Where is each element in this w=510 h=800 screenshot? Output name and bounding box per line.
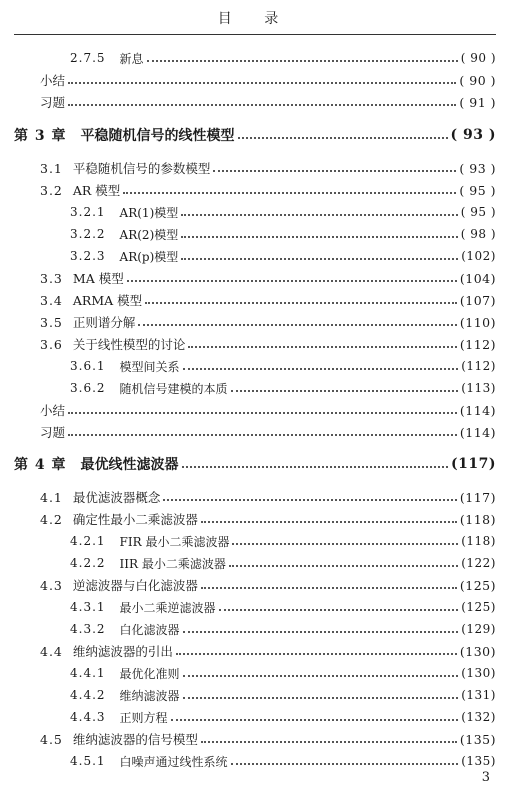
toc-entry-page: (135): [461, 754, 496, 768]
toc-entry-title: 确定性最小二乘滤波器: [72, 512, 198, 527]
toc-entry: [40, 267, 496, 289]
toc-leader-dots: [138, 312, 456, 326]
toc-entry: [40, 157, 496, 179]
toc-entry: [14, 124, 496, 146]
toc-entry-page: ( 90 ): [460, 51, 496, 65]
toc-entry-number: 4.3.1: [70, 600, 106, 614]
toc-entry-number: 4.4.2: [70, 688, 106, 702]
toc-entry-title: 维纳滤波器的信号模型: [72, 732, 198, 747]
toc-entry-number: 4.2: [40, 511, 63, 527]
toc-leader-dots: [181, 246, 458, 260]
toc-entry-number: 3.2.2: [70, 227, 106, 241]
toc-entry-number: 4.5.1: [70, 754, 106, 768]
toc-entry-page: ( 93 ): [450, 127, 496, 143]
toc-entry-page: ( 98 ): [460, 227, 496, 241]
toc-leader-dots: [231, 751, 459, 765]
toc-entry-page: (129): [461, 622, 496, 636]
toc-entry: [40, 311, 496, 333]
toc-entry-title: AR 模型: [72, 183, 121, 198]
toc-leader-dots: [183, 619, 459, 633]
toc-entry: [70, 662, 496, 684]
toc-entry-page: (110): [459, 314, 496, 330]
toc-entry-page: (118): [459, 511, 496, 527]
toc-entry-title: 平稳随机信号的参数模型: [72, 161, 211, 176]
toc-leader-dots: [123, 180, 456, 194]
toc-entry: [70, 245, 496, 267]
toc-entry-title: 最优滤波器概念: [72, 490, 161, 505]
toc-leader-dots: [181, 202, 457, 216]
toc-leader-dots: [201, 509, 457, 523]
toc-entry-number: 3.6.2: [70, 381, 106, 395]
page-number: 3: [481, 770, 490, 785]
toc-entry-title: 习题: [40, 95, 66, 110]
toc-leader-dots: [183, 356, 459, 370]
toc-entry-title: 最优线性滤波器: [80, 457, 179, 473]
toc-entry-title: 模型间关系: [119, 359, 180, 374]
toc-entry-page: (125): [461, 600, 496, 614]
toc-entry-page: ( 93 ): [459, 160, 496, 176]
toc-entry-page: (131): [461, 688, 496, 702]
toc-entry-page: (130): [459, 643, 496, 659]
toc-entry-title: 关于线性模型的讨论: [72, 337, 186, 352]
toc-entry-page: (132): [461, 710, 496, 724]
toc-leader-dots: [231, 378, 459, 392]
toc-entry-number: 3.3: [40, 270, 63, 286]
toc-entry: [40, 508, 496, 530]
toc-entry-number: 3.6.1: [70, 359, 106, 373]
toc-entry-page: (104): [459, 270, 496, 286]
toc-entry-number: 4.3: [40, 577, 63, 593]
toc-entry: [40, 333, 496, 355]
toc-entry-title: 小结: [40, 403, 66, 418]
toc-entry-page: (113): [461, 381, 496, 395]
toc-entry: [40, 640, 496, 662]
toc-entry-number: 4.2.1: [70, 534, 106, 548]
toc-entry-number: 4.4: [40, 643, 63, 659]
toc-leader-dots: [219, 597, 459, 611]
toc-leader-dots: [188, 334, 456, 348]
toc-entry-title: ARMA 模型: [72, 293, 143, 308]
toc-leader-dots: [229, 553, 458, 567]
toc-leader-dots: [201, 575, 457, 589]
toc-entry-number: 4.4.3: [70, 710, 106, 724]
toc-entry-number: 3.2.3: [70, 249, 106, 263]
toc-entry-page: (117): [451, 456, 496, 472]
toc-entry: [70, 750, 496, 772]
toc-entry-number: 4.1: [40, 489, 63, 505]
toc-entry: [70, 530, 496, 552]
toc-entry-title: 正则谱分解: [72, 315, 136, 330]
toc-entry-page: (112): [461, 359, 496, 373]
toc-entry-number: 4.4.1: [70, 666, 106, 680]
toc-entry: [40, 91, 496, 113]
toc-entry-page: (135): [459, 731, 496, 747]
toc-entry: [70, 47, 496, 69]
toc-leader-dots: [171, 707, 459, 721]
toc-entry: [14, 453, 496, 475]
toc-entry-number: 4.5: [40, 731, 63, 747]
toc-entry: [40, 69, 496, 91]
toc-entry: [70, 596, 496, 618]
toc-leader-dots: [182, 454, 449, 468]
toc-entry-page: (130): [461, 666, 496, 680]
toc-entry-page: (102): [461, 249, 496, 263]
page-header-title: 目 录: [217, 11, 293, 27]
toc-entry-number: 3.2: [40, 182, 63, 198]
toc-entry: [40, 399, 496, 421]
toc-entry-number: 第 4 章: [14, 457, 67, 473]
toc-entry-number: 2.7.5: [70, 51, 106, 65]
toc-leader-dots: [238, 125, 448, 139]
toc-entry-page: ( 91 ): [459, 94, 496, 110]
toc-entry: [40, 728, 496, 750]
toc-entry-number: 4.2.2: [70, 556, 106, 570]
toc-entry: [40, 574, 496, 596]
toc-entry: [70, 223, 496, 245]
toc-entry-title: AR(p)模型: [119, 249, 179, 264]
toc-leader-dots: [176, 641, 457, 655]
toc-entry: [40, 289, 496, 311]
toc-leader-dots: [183, 685, 459, 699]
toc-entry: [70, 552, 496, 574]
toc-entry-page: (114): [459, 424, 496, 440]
toc-entry-title: 正则方程: [119, 710, 168, 725]
toc-entry-number: 3.4: [40, 292, 63, 308]
toc-entry-page: ( 95 ): [460, 205, 496, 219]
toc-entry: [40, 486, 496, 508]
toc-entry: [70, 355, 496, 377]
toc-entry-title: 维纳滤波器: [119, 688, 180, 703]
toc-entry-number: 3.1: [40, 160, 63, 176]
toc-entry-page: ( 90 ): [459, 72, 496, 88]
toc-entry-title: IIR 最小二乘滤波器: [119, 556, 226, 571]
toc-entry-title: 平稳随机信号的线性模型: [80, 128, 235, 144]
toc-entry: [70, 706, 496, 728]
toc-entry-number: 3.5: [40, 314, 63, 330]
toc-entry: [70, 684, 496, 706]
toc-entry-title: 最优化准则: [119, 666, 180, 681]
toc-entry-title: 新息: [119, 51, 144, 66]
toc-entry-page: (107): [459, 292, 496, 308]
toc-leader-dots: [147, 48, 458, 62]
toc-entry-title: 随机信号建模的本质: [119, 381, 228, 396]
toc-leader-dots: [213, 158, 456, 172]
toc-leader-dots: [68, 92, 456, 106]
toc-leader-dots: [68, 400, 457, 414]
toc-leader-dots: [181, 224, 457, 238]
toc-entry-title: 习题: [40, 425, 66, 440]
toc-entry-page: (125): [459, 577, 496, 593]
toc-entry-title: 维纳滤波器的引出: [72, 644, 173, 659]
toc-leader-dots: [127, 268, 457, 282]
toc-entry-title: 白化滤波器: [119, 622, 180, 637]
toc-entry: [40, 421, 496, 443]
toc-entry-title: 逆滤波器与白化滤波器: [72, 578, 198, 593]
toc-entry-title: 最小二乘逆滤波器: [119, 600, 216, 615]
toc-leader-dots: [68, 70, 456, 84]
toc-entry-page: (114): [459, 402, 496, 418]
toc-entry: [70, 377, 496, 399]
toc-entry-page: (122): [461, 556, 496, 570]
toc-leader-dots: [145, 290, 457, 304]
toc-entry-title: FIR 最小二乘滤波器: [119, 534, 230, 549]
toc-entry-page: (118): [461, 534, 496, 548]
toc-leader-dots: [183, 663, 459, 677]
toc-entry-title: AR(2)模型: [119, 227, 179, 242]
toc-entry-title: 白噪声通过线性系统: [119, 754, 228, 769]
toc-entry-title: MA 模型: [72, 271, 124, 286]
toc-entry: [40, 179, 496, 201]
toc-entry-number: 3.6: [40, 336, 63, 352]
toc-entry-title: AR(1)模型: [119, 205, 179, 220]
toc-entry-page: ( 95 ): [459, 182, 496, 198]
page-header: [14, 0, 496, 35]
toc-entry-page: (112): [459, 336, 496, 352]
toc-entry: [70, 201, 496, 223]
toc-leader-dots: [68, 422, 457, 436]
toc-entry-page: (117): [459, 489, 496, 505]
toc-entry-title: 小结: [40, 73, 66, 88]
toc-leader-dots: [163, 487, 456, 501]
toc-entry-number: 3.2.1: [70, 205, 106, 219]
toc-entry-number: 第 3 章: [14, 128, 67, 144]
toc-leader-dots: [201, 729, 457, 743]
toc-entry-number: 4.3.2: [70, 622, 106, 636]
toc-leader-dots: [232, 531, 458, 545]
toc-entry: [70, 618, 496, 640]
